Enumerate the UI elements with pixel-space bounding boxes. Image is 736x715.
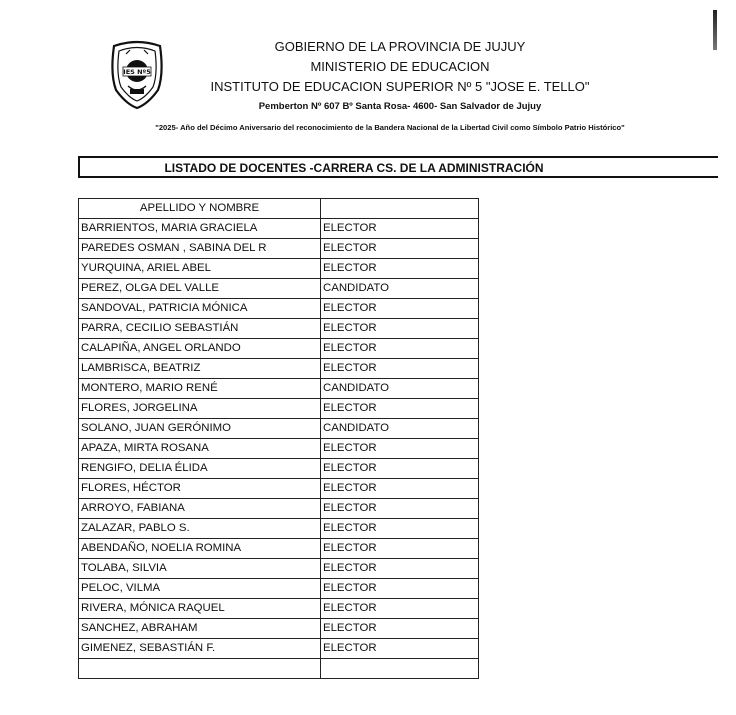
- teacher-name: ABENDAÑO, NOELIA ROMINA: [79, 539, 321, 559]
- table-header-row: [79, 199, 479, 219]
- teacher-status: ELECTOR: [321, 239, 479, 259]
- teacher-status: ELECTOR: [321, 639, 479, 659]
- teacher-status: ELECTOR: [321, 439, 479, 459]
- teacher-name: RIVERA, MÓNICA RAQUEL: [79, 599, 321, 619]
- table-row: [79, 599, 479, 619]
- table-row: [79, 259, 479, 279]
- teacher-name: MONTERO, MARIO RENÉ: [79, 379, 321, 399]
- teacher-status: ELECTOR: [321, 499, 479, 519]
- teacher-status: ELECTOR: [321, 359, 479, 379]
- teachers-table: [78, 198, 479, 679]
- teacher-name: SANCHEZ, ABRAHAM: [79, 619, 321, 639]
- table-row: [79, 499, 479, 519]
- teacher-name: PEREZ, OLGA DEL VALLE: [79, 279, 321, 299]
- table-row: [79, 319, 479, 339]
- table-row: [79, 519, 479, 539]
- table-row: [79, 279, 479, 299]
- teacher-status: CANDIDATO: [321, 279, 479, 299]
- teacher-status: ELECTOR: [321, 579, 479, 599]
- table-row: [79, 619, 479, 639]
- teacher-status: ELECTOR: [321, 479, 479, 499]
- teacher-status: CANDIDATO: [321, 419, 479, 439]
- teacher-name: PARRA, CECILIO SEBASTIÁN: [79, 319, 321, 339]
- teacher-status: ELECTOR: [321, 339, 479, 359]
- teacher-name: ARROYO, FABIANA: [79, 499, 321, 519]
- table-row: [79, 219, 479, 239]
- table-row: [79, 399, 479, 419]
- institute-crest-logo: [106, 40, 168, 110]
- teacher-name: SOLANO, JUAN GERÓNIMO: [79, 419, 321, 439]
- teacher-name: CALAPIÑA, ANGEL ORLANDO: [79, 339, 321, 359]
- table-row: [79, 419, 479, 439]
- teacher-status: ELECTOR: [321, 619, 479, 639]
- table-row: [79, 239, 479, 259]
- column-header-name: APELLIDO Y NOMBRE: [79, 199, 321, 219]
- teacher-status: ELECTOR: [321, 319, 479, 339]
- table-row-empty: [79, 659, 479, 679]
- teacher-name: PAREDES OSMAN , SABINA DEL R: [79, 239, 321, 259]
- teacher-name: APAZA, MIRTA ROSANA: [79, 439, 321, 459]
- table-row: [79, 539, 479, 559]
- header-slogan: "2025- Año del Décimo Aniversario del reconocimiento de la Bandera Nacional de la Libertad Civil como Símbolo Patrio Histórico": [155, 123, 625, 132]
- teacher-name: YURQUINA, ARIEL ABEL: [79, 259, 321, 279]
- header-ministry: MINISTERIO DE EDUCACION: [310, 59, 490, 74]
- scan-edge-mark: [713, 10, 717, 50]
- teacher-name: RENGIFO, DELIA ÉLIDA: [79, 459, 321, 479]
- teacher-name: PELOC, VILMA: [79, 579, 321, 599]
- crest-text: IES Nº5: [123, 68, 151, 76]
- table-row: [79, 579, 479, 599]
- teacher-name: BARRIENTOS, MARIA GRACIELA: [79, 219, 321, 239]
- table-row: [79, 639, 479, 659]
- table-row: [79, 459, 479, 479]
- table-row: [79, 299, 479, 319]
- teacher-status: ELECTOR: [321, 219, 479, 239]
- table-row: [79, 559, 479, 579]
- table-row: [79, 339, 479, 359]
- list-title: LISTADO DE DOCENTES -CARRERA CS. DE LA ADMINISTRACIÓN: [78, 156, 718, 178]
- header-government: GOBIERNO DE LA PROVINCIA DE JUJUY: [274, 39, 526, 54]
- teacher-name: [79, 659, 321, 679]
- teacher-name: LAMBRISCA, BEATRIZ: [79, 359, 321, 379]
- teacher-name: FLORES, JORGELINA: [79, 399, 321, 419]
- teacher-name: GIMENEZ, SEBASTIÁN F.: [79, 639, 321, 659]
- teacher-status: [321, 659, 479, 679]
- table-row: [79, 379, 479, 399]
- teacher-status: ELECTOR: [321, 559, 479, 579]
- table-row: [79, 479, 479, 499]
- teacher-status: ELECTOR: [321, 599, 479, 619]
- teacher-status: CANDIDATO: [321, 379, 479, 399]
- table-row: [79, 359, 479, 379]
- column-header-status: [321, 199, 479, 219]
- teacher-name: FLORES, HÉCTOR: [79, 479, 321, 499]
- teacher-status: ELECTOR: [321, 399, 479, 419]
- teacher-status: ELECTOR: [321, 299, 479, 319]
- table-row: [79, 439, 479, 459]
- header-institute: INSTITUTO DE EDUCACION SUPERIOR Nº 5 "JOSE E. TELLO": [210, 79, 590, 94]
- header-address: Pemberton Nº 607 Bº Santa Rosa- 4600- San Salvador de Jujuy: [258, 101, 542, 112]
- teacher-name: SANDOVAL, PATRICIA MÓNICA: [79, 299, 321, 319]
- teacher-status: ELECTOR: [321, 539, 479, 559]
- teacher-status: ELECTOR: [321, 519, 479, 539]
- teacher-status: ELECTOR: [321, 259, 479, 279]
- teacher-status: ELECTOR: [321, 459, 479, 479]
- teacher-name: TOLABA, SILVIA: [79, 559, 321, 579]
- teacher-name: ZALAZAR, PABLO S.: [79, 519, 321, 539]
